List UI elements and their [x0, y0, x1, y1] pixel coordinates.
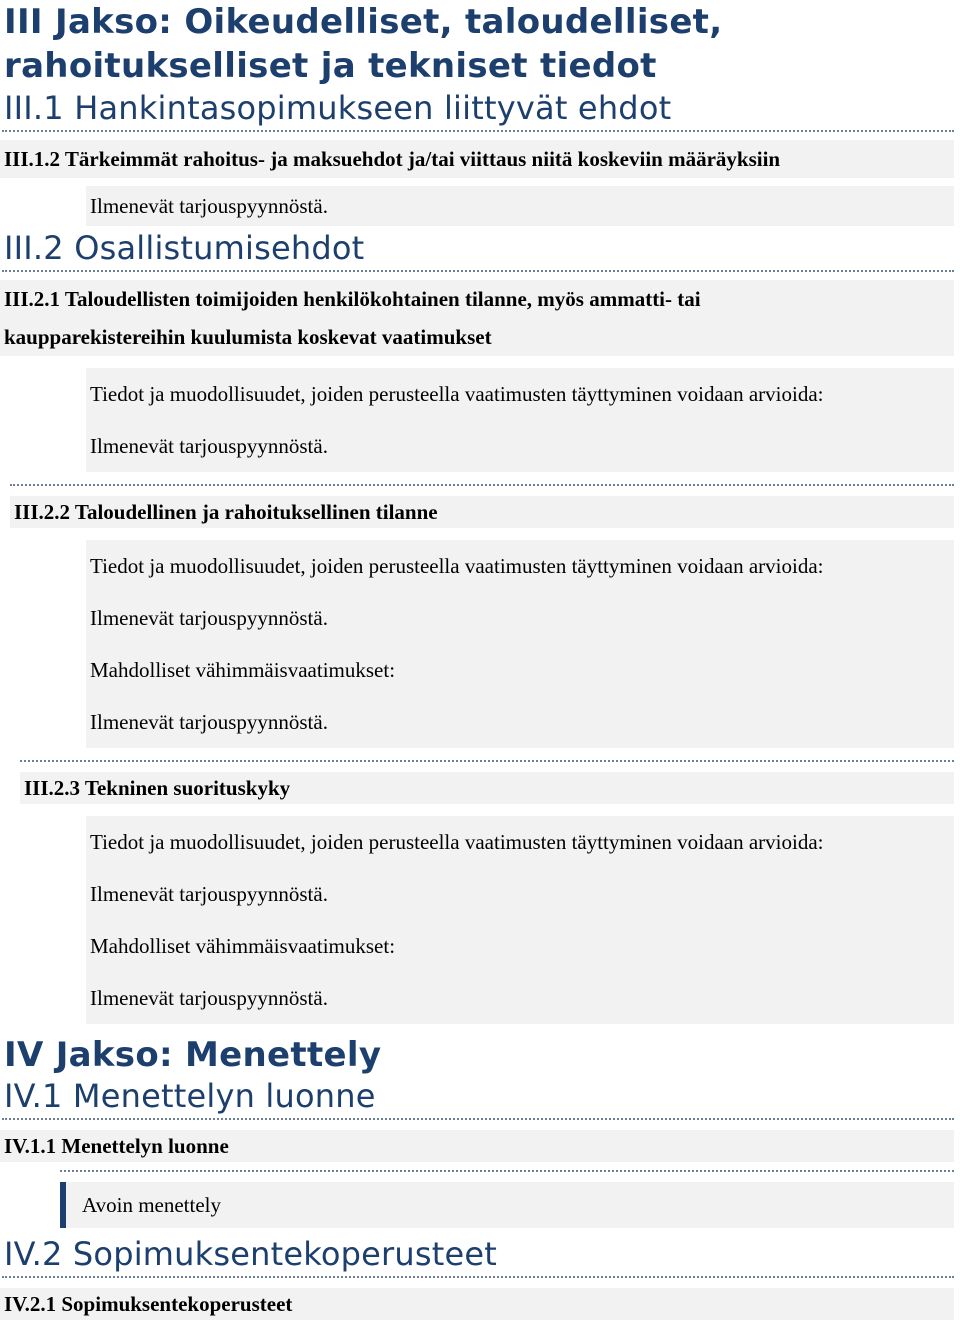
requirements-label: Tiedot ja muodollisuudet, joiden perusteella vaatimusten täyttyminen voidaan arvioida: — [90, 382, 824, 406]
section-iv-2-title: IV.2 Sopimuksentekoperusteet — [4, 1235, 498, 1273]
section-iv-2-1-title: IV.2.1 Sopimuksentekoperusteet — [0, 1288, 954, 1320]
section-iv-1-title: IV.1 Menettelyn luonne — [4, 1077, 376, 1115]
section-iii-2-1-block — [86, 368, 954, 472]
section-iii-2-1-title — [0, 280, 954, 356]
requirements-text: Ilmenevät tarjouspyynnöstä. — [90, 882, 328, 906]
section-iii-1-2-text: Ilmenevät tarjouspyynnöstä. — [86, 186, 954, 226]
procedure-type-value: Avoin menettely — [60, 1182, 954, 1228]
section-iii-2-3-title: III.2.3 Tekninen suorituskyky — [20, 772, 954, 804]
section-iii-2-3-block — [86, 816, 954, 1024]
section-iii-2-2-block — [86, 540, 954, 748]
section-iii-1-title: III.1 Hankintasopimukseen liittyvät ehdot — [4, 89, 672, 127]
requirements-text: Ilmenevät tarjouspyynnöstä. — [90, 434, 328, 458]
section-iv-1-1-title: IV.1.1 Menettelyn luonne — [0, 1130, 954, 1162]
section-iii-title-line2: rahoitukselliset ja tekniset tiedot — [4, 46, 657, 86]
section-iii-2-title: III.2 Osallistumisehdot — [4, 229, 365, 267]
requirements-text: Ilmenevät tarjouspyynnöstä. — [90, 606, 328, 630]
minimum-requirements-label: Mahdolliset vähimmäisvaatimukset: — [90, 934, 396, 958]
section-iii-2-2-title: III.2.2 Taloudellinen ja rahoituksellinen tilanne — [10, 496, 954, 528]
section-iv-title: IV Jakso: Menettely — [4, 1035, 382, 1075]
section-iii-1-2-title: III.1.2 Tärkeimmät rahoitus- ja maksuehdot ja/tai viittaus niitä koskeviin määräyksiin — [0, 140, 954, 178]
minimum-requirements-text: Ilmenevät tarjouspyynnöstä. — [90, 986, 328, 1010]
requirements-label: Tiedot ja muodollisuudet, joiden perusteella vaatimusten täyttyminen voidaan arvioida: — [90, 830, 824, 854]
section-iii-2-1-title-line1: III.2.1 Taloudellisten toimijoiden henkilökohtainen tilanne, myös ammatti- tai — [4, 287, 701, 311]
minimum-requirements-text: Ilmenevät tarjouspyynnöstä. — [90, 710, 328, 734]
requirements-label: Tiedot ja muodollisuudet, joiden perusteella vaatimusten täyttyminen voidaan arvioida: — [90, 554, 824, 578]
minimum-requirements-label: Mahdolliset vähimmäisvaatimukset: — [90, 658, 396, 682]
section-iii-2-1-title-line2: kaupparekistereihin kuulumista koskevat vaatimukset — [4, 325, 492, 349]
section-iii-title — [0, 0, 960, 88]
section-iii-title-line1: III Jakso: Oikeudelliset, taloudelliset, — [4, 2, 723, 42]
